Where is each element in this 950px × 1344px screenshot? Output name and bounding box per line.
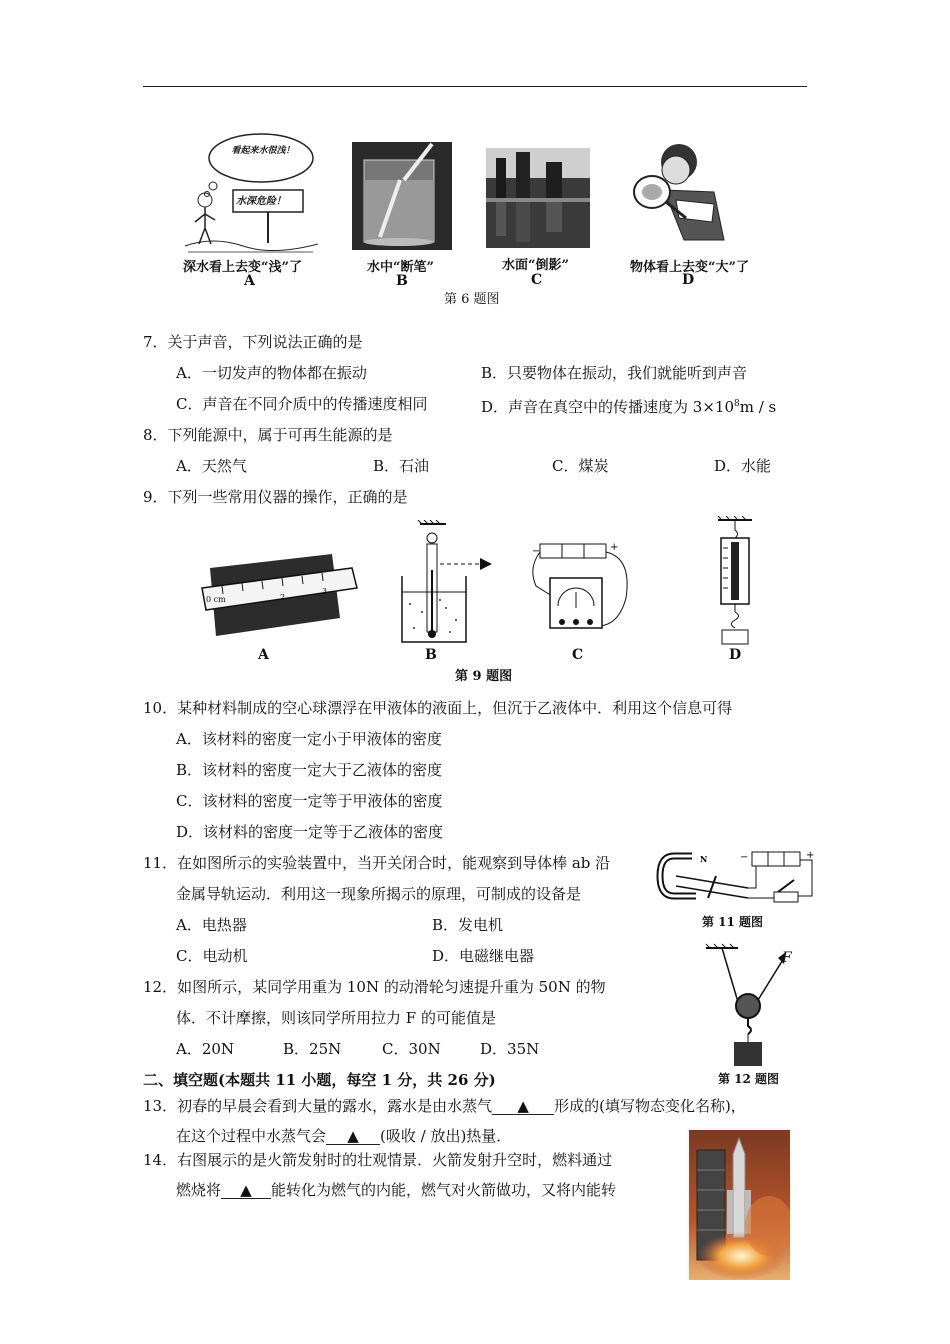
q8-option-c: C．煤炭	[552, 457, 609, 475]
q10-option-d: D．该材料的密度一定等于乙液体的密度	[176, 823, 444, 841]
svg-text:0 cm: 0 cm	[206, 595, 226, 604]
q9-figure-c	[528, 538, 636, 638]
q14-line2-text: 燃烧将	[176, 1181, 222, 1199]
q11-stem-line2: 金属导轨运动．利用这一现象所揭示的原理，可制成的设备是	[176, 885, 582, 903]
q7-option-b: B．只要物体在振动，我们就能听到声音	[481, 364, 748, 382]
q6-sign-text: 水深危险！	[236, 196, 286, 207]
q6-caption-d: 物体看上去变“大”了	[630, 260, 749, 275]
header-rule	[143, 86, 807, 87]
q13-answer-blank-1[interactable]: ▲	[492, 1098, 554, 1115]
q6-caption-c: 水面“倒影”	[502, 258, 569, 273]
q10-option-c: C．该材料的密度一定等于甲液体的密度	[176, 792, 443, 810]
q8-stem: 8．下列能源中，属于可再生能源的是	[143, 426, 393, 444]
svg-text:N: N	[700, 854, 708, 864]
q12-force-label: F	[782, 950, 792, 966]
q11-figure-label: 第 11 题图	[702, 915, 764, 929]
q7-option-d-text: D．声音在真空中的传播速度为 3×10	[481, 398, 734, 416]
svg-text:−: −	[532, 546, 541, 557]
q7-option-c: C．声音在不同介质中的传播速度相同	[176, 395, 428, 413]
q7-option-d-exponent: 8	[734, 399, 740, 409]
q13-line2	[176, 1126, 511, 1146]
q11-option-a: A．电热器	[176, 916, 247, 934]
q9-stem: 9．下列一些常用仪器的操作，正确的是	[143, 488, 408, 506]
svg-text:2: 2	[280, 593, 286, 602]
q6-figure-label: 第 6 题图	[444, 292, 500, 307]
q10-stem: 10．某种材料制成的空心球漂浮在甲液体的液面上，但沉于乙液体中．利用这个信息可得	[143, 699, 733, 717]
svg-text:+: +	[806, 850, 815, 861]
section-heading: 二、填空题(本题共 11 小题，每空 1 分，共 26 分)	[143, 1071, 496, 1089]
q6-caption-a: 深水看上去变“浅”了	[183, 260, 302, 275]
q7-option-d-unit: m / s	[739, 398, 777, 416]
svg-text:3: 3	[322, 587, 328, 596]
svg-text:+: +	[610, 542, 619, 553]
q12-option-b: B．25N	[283, 1040, 342, 1058]
q12-option-a: A．20N	[176, 1040, 235, 1058]
q14-line1: 14．右图展示的是火箭发射时的壮观情景．火箭发射升空时，燃料通过	[143, 1151, 613, 1169]
q6-letter-c: C	[531, 272, 543, 288]
q11-figure	[656, 846, 816, 912]
q9-figure-d	[710, 516, 760, 648]
q14-line2	[176, 1180, 616, 1200]
q6-figure-b	[352, 142, 452, 250]
q13-line2-tail: (吸收 / 放出)热量．	[380, 1127, 512, 1145]
q7-stem: 7．关于声音，下列说法正确的是	[143, 333, 363, 351]
q13-line1-text: 13．初春的早晨会看到大量的露水，露水是由水蒸气	[143, 1097, 493, 1115]
q14-line2-tail: 能转化为燃气的内能，燃气对火箭做功，又将内能转	[271, 1181, 617, 1199]
svg-text:−: −	[740, 852, 749, 863]
q14-answer-blank[interactable]: ▲	[221, 1182, 271, 1199]
q6-bubble-text: 看起来水很浅！	[231, 146, 295, 156]
q7-option-a: A．一切发声的物体都在振动	[176, 364, 367, 382]
q6-letter-a: A	[244, 273, 255, 289]
q11-option-c: C．电动机	[176, 947, 248, 965]
q6-caption-b: 水中“断笔”	[367, 260, 434, 275]
q6-letter-d: D	[682, 272, 695, 288]
q12-stem-line2: 体．不计摩擦，则该同学所用拉力 F 的可能值是	[176, 1009, 496, 1027]
q6-figure-d	[624, 140, 734, 255]
q8-option-b: B．石油	[373, 457, 430, 475]
q9-figure-label: 第 9 题图	[455, 669, 513, 684]
q6-letter-b: B	[396, 273, 408, 289]
q8-option-a: A．天然气	[176, 457, 247, 475]
q9-letter-a: A	[258, 647, 269, 663]
q11-option-d: D．电磁继电器	[432, 947, 535, 965]
q9-figure-b	[396, 520, 500, 645]
rocket-launch-photo	[689, 1130, 790, 1280]
q11-stem-line1: 11．在如图所示的实验装置中，当开关闭合时，能观察到导体棒 ab 沿	[143, 854, 611, 872]
q10-option-b: B．该材料的密度一定大于乙液体的密度	[176, 761, 443, 779]
q9-letter-d: D	[729, 647, 742, 663]
q9-letter-b: B	[425, 647, 437, 663]
q13-line1	[143, 1096, 746, 1116]
q12-option-d: D．35N	[480, 1040, 540, 1058]
q10-option-a: A．该材料的密度一定小于甲液体的密度	[176, 730, 442, 748]
q9-figure-a	[192, 548, 362, 643]
q8-option-d: D．水能	[714, 457, 772, 475]
q13-line2-text: 在这个过程中水蒸气会	[176, 1127, 327, 1145]
q12-stem-line1: 12．如图所示，某同学用重为 10N 的动滑轮匀速提升重为 50N 的物	[143, 978, 606, 996]
q7-option-d	[481, 394, 776, 417]
q6-figure-c	[486, 148, 590, 248]
q12-figure-label: 第 12 题图	[718, 1072, 780, 1086]
q9-letter-c: C	[572, 647, 584, 663]
q12-option-c: C．30N	[382, 1040, 441, 1058]
q11-option-b: B．发电机	[432, 916, 504, 934]
q13-line1-tail: 形成的(填写物态变化名称)，	[554, 1097, 746, 1115]
q13-answer-blank-2[interactable]: ▲	[326, 1128, 380, 1145]
